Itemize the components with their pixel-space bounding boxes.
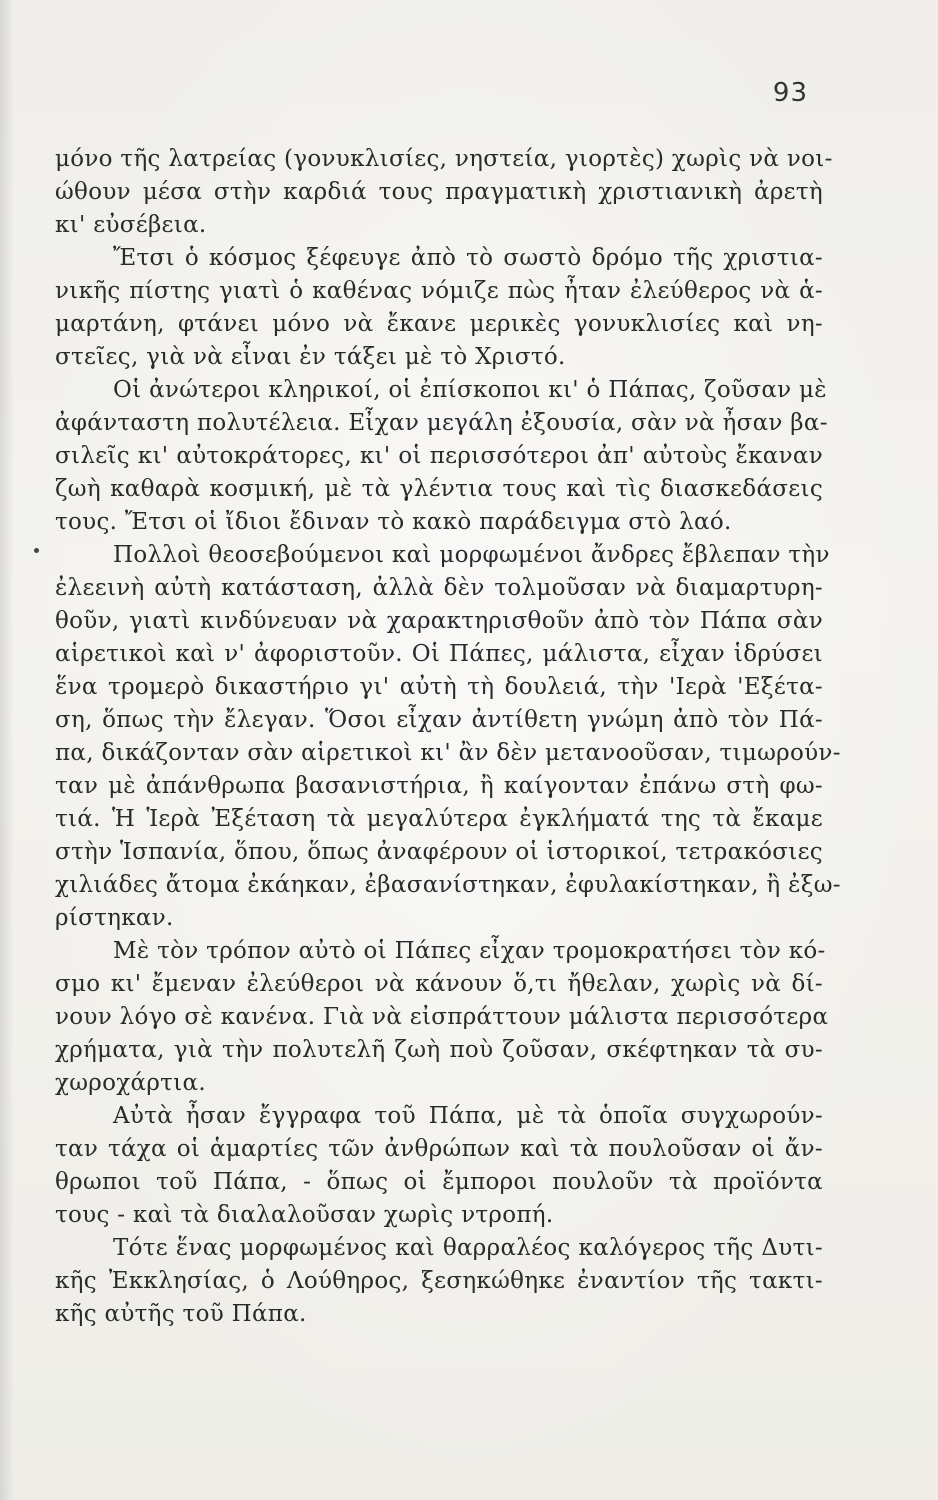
text-line: ρίστηκαν. (55, 905, 174, 931)
text-line: ταν μὲ ἀπάνθρωπα βασανιστήρια, ἢ καίγονταν ἐπάνω στὴ φω- (55, 773, 823, 799)
text-line: Πολλοὶ θεοσεβούμενοι καὶ μορφωμένοι ἄνδρες ἔβλεπαν τὴν (113, 542, 830, 568)
page-spine-shadow (0, 0, 14, 1500)
text-line: στὴν Ἱσπανία, ὅπου, ὅπως ἀναφέρουν οἱ ἱστορικοί, τετρακόσιες (55, 839, 823, 865)
text-line: ταν τάχα οἱ ἁμαρτίες τῶν ἀνθρώπων καὶ τὰ πουλοῦσαν οἱ ἄν- (55, 1136, 823, 1162)
body-text (55, 143, 841, 1331)
text-line: Ἔτσι ὁ κόσμος ξέφευγε ἀπὸ τὸ σωστὸ δρόμο τῆς χριστια- (113, 245, 823, 271)
text-line: Τότε ἕνας μορφωμένος καὶ θαρραλέος καλόγερος τῆς Δυτι- (113, 1235, 823, 1261)
text-line: νουν λόγο σὲ κανένα. Γιὰ νὰ εἰσπράττουν μάλιστα περισσότερα (55, 1004, 829, 1030)
text-line: στεῖες, γιὰ νὰ εἶναι ἐν τάξει μὲ τὸ Χριστό. (55, 344, 566, 370)
text-line: θρωποι τοῦ Πάπα, - ὅπως οἱ ἔμποροι πουλοῦν τὰ προϊόντα (55, 1169, 823, 1195)
text-line: ἀφάνταστη πολυτέλεια. Εἶχαν μεγάλη ἐξουσία, σὰν νὰ ἦσαν βα- (55, 410, 828, 436)
text-line: κῆς αὐτῆς τοῦ Πάπα. (55, 1301, 307, 1327)
text-line: μαρτάνη, φτάνει μόνο νὰ ἔκανε μερικὲς γονυκλισίες καὶ νη- (55, 311, 823, 337)
text-line: κῆς Ἐκκλησίας, ὁ Λούθηρος, ξεσηκώθηκε ἐναντίον τῆς τακτι- (55, 1268, 823, 1294)
text-line: τους. Ἔτσι οἱ ἴδιοι ἔδιναν τὸ κακὸ παράδειγμα στὸ λαό. (55, 509, 732, 535)
text-line: ζωὴ καθαρὰ κοσμική, μὲ τὰ γλέντια τους καὶ τὶς διασκεδάσεις (55, 476, 823, 502)
margin-mark (34, 548, 39, 553)
text-line: ἐλεεινὴ αὐτὴ κατάσταση, ἀλλὰ δὲν τολμοῦσαν νὰ διαμαρτυρη- (55, 575, 823, 601)
text-line: νικῆς πίστης γιατὶ ὁ καθένας νόμιζε πὼς ἦταν ἐλεύθερος νὰ ἁ- (55, 278, 823, 304)
text-line: ώθουν μέσα στὴν καρδιά τους πραγματικὴ χριστιανικὴ ἀρετὴ (55, 179, 823, 205)
text-line: χωροχάρτια. (55, 1070, 206, 1096)
page-number: 93 (772, 78, 808, 108)
text-line: χιλιάδες ἄτομα ἐκάηκαν, ἐβασανίστηκαν, ἐφυλακίστηκαν, ἢ ἐξω- (55, 872, 841, 898)
text-line: σμο κι' ἔμεναν ἐλεύθεροι νὰ κάνουν ὅ,τι ἤθελαν, χωρὶς νὰ δί- (55, 971, 823, 997)
text-line: ση, ὅπως τὴν ἔλεγαν. Ὅσοι εἶχαν ἀντίθετη γνώμη ἀπὸ τὸν Πά- (55, 707, 823, 733)
text-line: χρήματα, γιὰ τὴν πολυτελῆ ζωὴ ποὺ ζοῦσαν, σκέφτηκαν τὰ συ- (55, 1037, 823, 1063)
text-line: θοῦν, γιατὶ κινδύνευαν νὰ χαρακτηρισθοῦν ἀπὸ τὸν Πάπα σὰν (55, 608, 823, 634)
text-line: πα, δικάζονταν σὰν αἱρετικοὶ κι' ἂν δὲν μετανοοῦσαν, τιμωρούν- (55, 740, 841, 766)
text-line: κι' εὐσέβεια. (55, 212, 207, 238)
text-line: σιλεῖς κι' αὐτοκράτορες, κι' οἱ περισσότεροι ἀπ' αὐτοὺς ἔκαναν (55, 443, 823, 469)
text-line: Αὐτὰ ἦσαν ἔγγραφα τοῦ Πάπα, μὲ τὰ ὁποῖα συγχωρούν- (113, 1103, 823, 1129)
text-line: τους - καὶ τὰ διαλαλοῦσαν χωρὶς ντροπή. (55, 1202, 554, 1228)
text-line: τιά. Ἡ Ἱερὰ Ἐξέταση τὰ μεγαλύτερα ἐγκλήματά της τὰ ἔκαμε (55, 806, 823, 832)
text-line: Οἱ ἀνώτεροι κληρικοί, οἱ ἐπίσκοποι κι' ὁ Πάπας, ζοῦσαν μὲ (113, 377, 827, 403)
text-line: ἕνα τρομερὸ δικαστήριο γι' αὐτὴ τὴ δουλειά, τὴν 'Ιερὰ 'Εξέτα- (55, 674, 823, 700)
text-line: αἱρετικοὶ καὶ ν' ἀφοριστοῦν. Οἱ Πάπες, μάλιστα, εἶχαν ἱδρύσει (55, 641, 823, 667)
text-line: Μὲ τὸν τρόπον αὐτὸ οἱ Πάπες εἶχαν τρομοκρατήσει τὸν κό- (113, 938, 826, 964)
text-line: μόνο τῆς λατρείας (γονυκλισίες, νηστεία, γιορτὲς) χωρὶς νὰ νοι- (55, 146, 833, 172)
